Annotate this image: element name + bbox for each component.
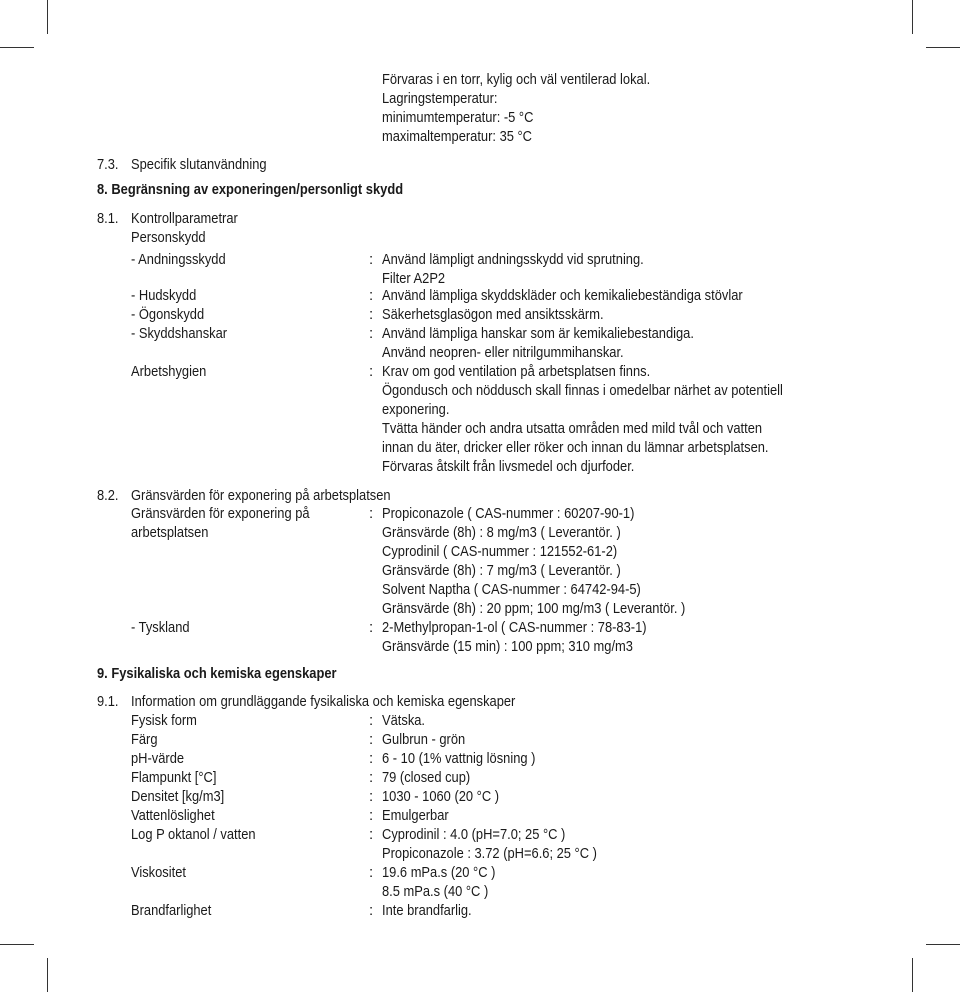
property-label: Färg xyxy=(131,731,158,748)
exposure-limit-value: Gränsvärde (8h) : 7 mg/m3 ( Leverantör. ) xyxy=(382,562,621,579)
storage-line: minimumtemperatur: -5 °C xyxy=(382,109,534,126)
crop-mark-top-right-v xyxy=(912,0,913,34)
personal-protection-subtitle: Personskydd xyxy=(131,229,206,246)
property-value: Vätska. xyxy=(382,712,426,729)
colon: : xyxy=(369,505,374,522)
colon: : xyxy=(369,619,374,636)
property-label: Flampunkt [°C] xyxy=(131,769,217,786)
crop-mark-bottom-left-h xyxy=(0,944,34,945)
colon: : xyxy=(369,769,374,786)
exposure-limit-value: Cyprodinil ( CAS-nummer : 121552-61-2) xyxy=(382,543,618,560)
property-label: Densitet [kg/m3] xyxy=(131,788,225,805)
crop-mark-bottom-right-h xyxy=(926,944,960,945)
section-8-heading: 8. Begränsning av exponeringen/personligt skydd xyxy=(97,181,404,198)
eye-value: Säkerhetsglasögon med ansiktsskärm. xyxy=(382,306,604,323)
property-value: Emulgerbar xyxy=(382,807,449,824)
respiratory-value: Filter A2P2 xyxy=(382,270,446,287)
colon: : xyxy=(369,902,374,919)
germany-value: Gränsvärde (15 min) : 100 ppm; 310 mg/m3 xyxy=(382,638,633,655)
colon: : xyxy=(369,712,374,729)
respiratory-value: Använd lämpligt andningsskydd vid sprutning. xyxy=(382,251,644,268)
section-9-heading: 9. Fysikaliska och kemiska egenskaper xyxy=(97,665,337,682)
storage-line: Lagringstemperatur: xyxy=(382,90,498,107)
crop-mark-bottom-left-v xyxy=(47,958,48,992)
germany-label: - Tyskland xyxy=(131,619,190,636)
colon: : xyxy=(369,363,374,380)
colon: : xyxy=(369,731,374,748)
property-value: 19.6 mPa.s (20 °C ) xyxy=(382,864,496,881)
colon: : xyxy=(369,826,374,843)
colon: : xyxy=(369,788,374,805)
exposure-limits-label: Gränsvärden för exponering på xyxy=(131,505,310,522)
property-value: Gulbrun - grön xyxy=(382,731,466,748)
storage-line: Förvaras i en torr, kylig och väl ventilerad lokal. xyxy=(382,71,651,88)
colon: : xyxy=(369,750,374,767)
crop-mark-top-left-v xyxy=(47,0,48,34)
exposure-limit-value: Propiconazole ( CAS-nummer : 60207-90-1) xyxy=(382,505,635,522)
property-label: Viskositet xyxy=(131,864,186,881)
storage-line: maximaltemperatur: 35 °C xyxy=(382,128,532,145)
hand-label: - Skyddshanskar xyxy=(131,325,228,342)
property-value: 79 (closed cup) xyxy=(382,769,471,786)
skin-label: - Hudskydd xyxy=(131,287,197,304)
section-7-3-title: Specifik slutanvändning xyxy=(131,156,267,173)
crop-mark-top-right-h xyxy=(926,47,960,48)
hygiene-value: innan du äter, dricker eller röker och innan du lämnar arbetsplatsen. xyxy=(382,439,769,456)
section-8-2-number: 8.2. xyxy=(97,487,119,504)
property-value: 6 - 10 (1% vattnig lösning ) xyxy=(382,750,536,767)
colon: : xyxy=(369,325,374,342)
hygiene-label: Arbetshygien xyxy=(131,363,207,380)
colon: : xyxy=(369,864,374,881)
germany-value: 2-Methylpropan-1-ol ( CAS-nummer : 78-83-1) xyxy=(382,619,647,636)
colon: : xyxy=(369,306,374,323)
exposure-limit-value: Gränsvärde (8h) : 8 mg/m3 ( Leverantör. ) xyxy=(382,524,621,541)
property-value: Inte brandfarlig. xyxy=(382,902,472,919)
hygiene-value: Tvätta händer och andra utsatta områden med mild tvål och vatten xyxy=(382,420,763,437)
hygiene-value: Förvaras åtskilt från livsmedel och djurfoder. xyxy=(382,458,635,475)
property-value: Propiconazole : 3.72 (pH=6.6; 25 °C ) xyxy=(382,845,597,862)
hygiene-value: exponering. xyxy=(382,401,450,418)
skin-value: Använd lämpliga skyddskläder och kemikaliebeständiga stövlar xyxy=(382,287,743,304)
exposure-limit-value: Gränsvärde (8h) : 20 ppm; 100 mg/m3 ( Leverantör. ) xyxy=(382,600,686,617)
property-label: Vattenlöslighet xyxy=(131,807,215,824)
colon: : xyxy=(369,287,374,304)
section-9-1-title: Information om grundläggande fysikaliska och kemiska egenskaper xyxy=(131,693,516,710)
hygiene-value: Krav om god ventilation på arbetsplatsen finns. xyxy=(382,363,651,380)
hand-value: Använd lämpliga hanskar som är kemikaliebestandiga. xyxy=(382,325,694,342)
colon: : xyxy=(369,251,374,268)
exposure-limit-value: Solvent Naptha ( CAS-nummer : 64742-94-5) xyxy=(382,581,641,598)
crop-mark-top-left-h xyxy=(0,47,34,48)
property-label: Log P oktanol / vatten xyxy=(131,826,256,843)
property-label: pH-värde xyxy=(131,750,185,767)
respiratory-label: - Andningsskydd xyxy=(131,251,226,268)
section-7-3-number: 7.3. xyxy=(97,156,119,173)
property-value: 8.5 mPa.s (40 °C ) xyxy=(382,883,489,900)
section-8-1-number: 8.1. xyxy=(97,210,119,227)
property-label: Fysisk form xyxy=(131,712,197,729)
eye-label: - Ögonskydd xyxy=(131,306,205,323)
property-value: Cyprodinil : 4.0 (pH=7.0; 25 °C ) xyxy=(382,826,566,843)
section-8-1-title: Kontrollparametrar xyxy=(131,210,238,227)
hand-value: Använd neopren- eller nitrilgummihanskar. xyxy=(382,344,624,361)
property-label: Brandfarlighet xyxy=(131,902,212,919)
property-value: 1030 - 1060 (20 °C ) xyxy=(382,788,500,805)
colon: : xyxy=(369,807,374,824)
exposure-limits-label: arbetsplatsen xyxy=(131,524,209,541)
section-8-2-title: Gränsvärden för exponering på arbetsplatsen xyxy=(131,487,391,504)
crop-mark-bottom-right-v xyxy=(912,958,913,992)
section-9-1-number: 9.1. xyxy=(97,693,119,710)
hygiene-value: Ögondusch och nöddusch skall finnas i omedelbar närhet av potentiell xyxy=(382,382,783,399)
